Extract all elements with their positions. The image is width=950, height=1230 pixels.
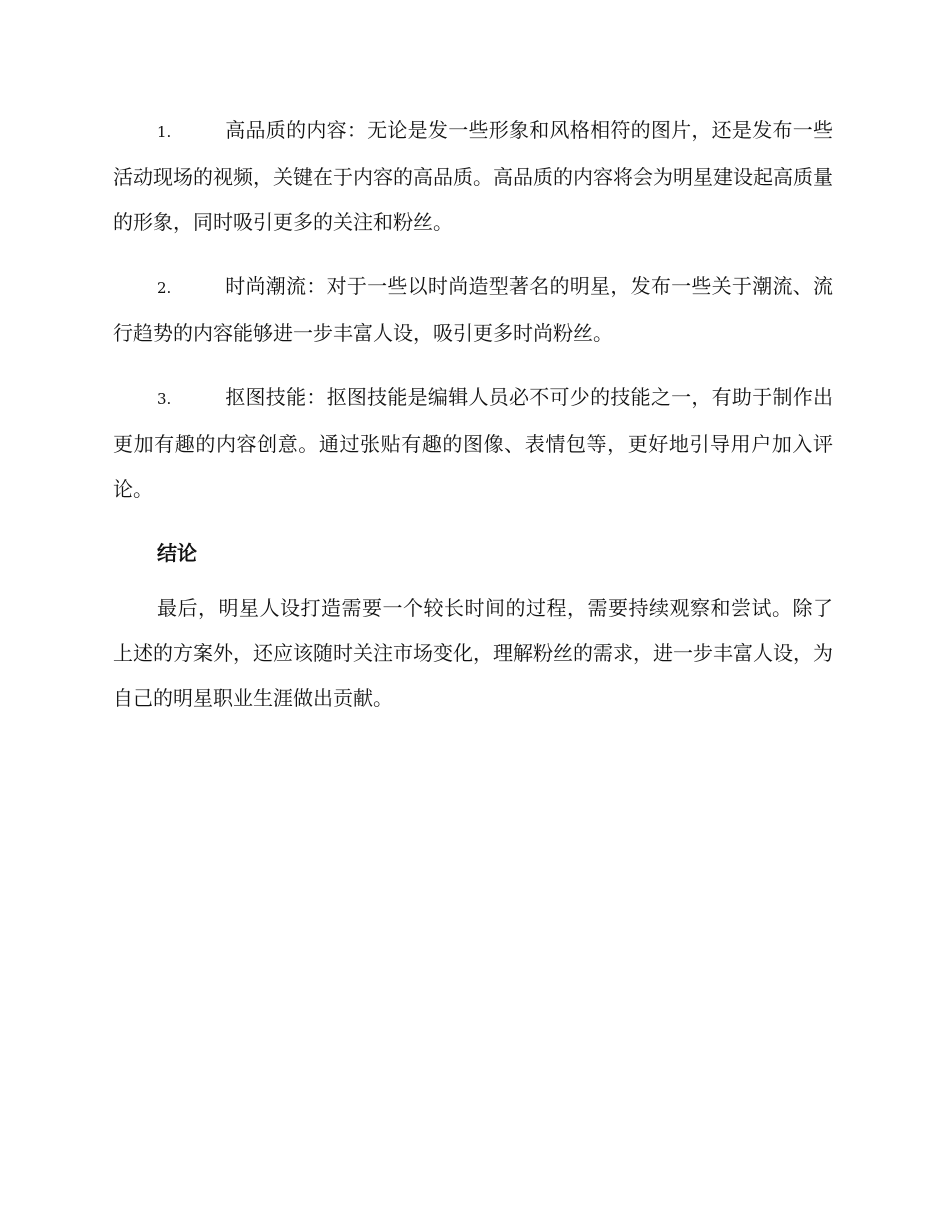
list-item — [113, 264, 833, 356]
conclusion-paragraph: 最后，明星人设打造需要一个较长时间的过程，需要持续观察和尝试。除了上述的方案外，还应该随时关注市场变化，理解粉丝的需求，进一步丰富人设，为自己的明星职业生涯做出贡献。 — [113, 596, 833, 710]
section-heading-conclusion: 结论 — [157, 541, 197, 565]
list-item-text: 时尚潮流：对于一些以时尚造型著名的明星，发布一些关于潮流、流行趋势的内容能够进一步丰富人设，吸引更多时尚粉丝。 — [113, 274, 833, 345]
list-item — [113, 375, 833, 512]
list-number: 2. — [157, 279, 172, 297]
list-item-text: 抠图技能：抠图技能是编辑人员必不可少的技能之一，有助于制作出更加有趣的内容创意。通过张贴有趣的图像、表情包等，更好地引导用户加入评论。 — [113, 385, 833, 501]
document-page — [113, 108, 833, 721]
list-number: 1. — [157, 123, 172, 141]
list-item — [113, 108, 833, 245]
list-item-text: 高品质的内容：无论是发一些形象和风格相符的图片，还是发布一些活动现场的视频，关键在于内容的高品质。高品质的内容将会为明星建设起高质量的形象，同时吸引更多的关注和粉丝。 — [113, 118, 833, 234]
list-number: 3. — [157, 390, 172, 408]
